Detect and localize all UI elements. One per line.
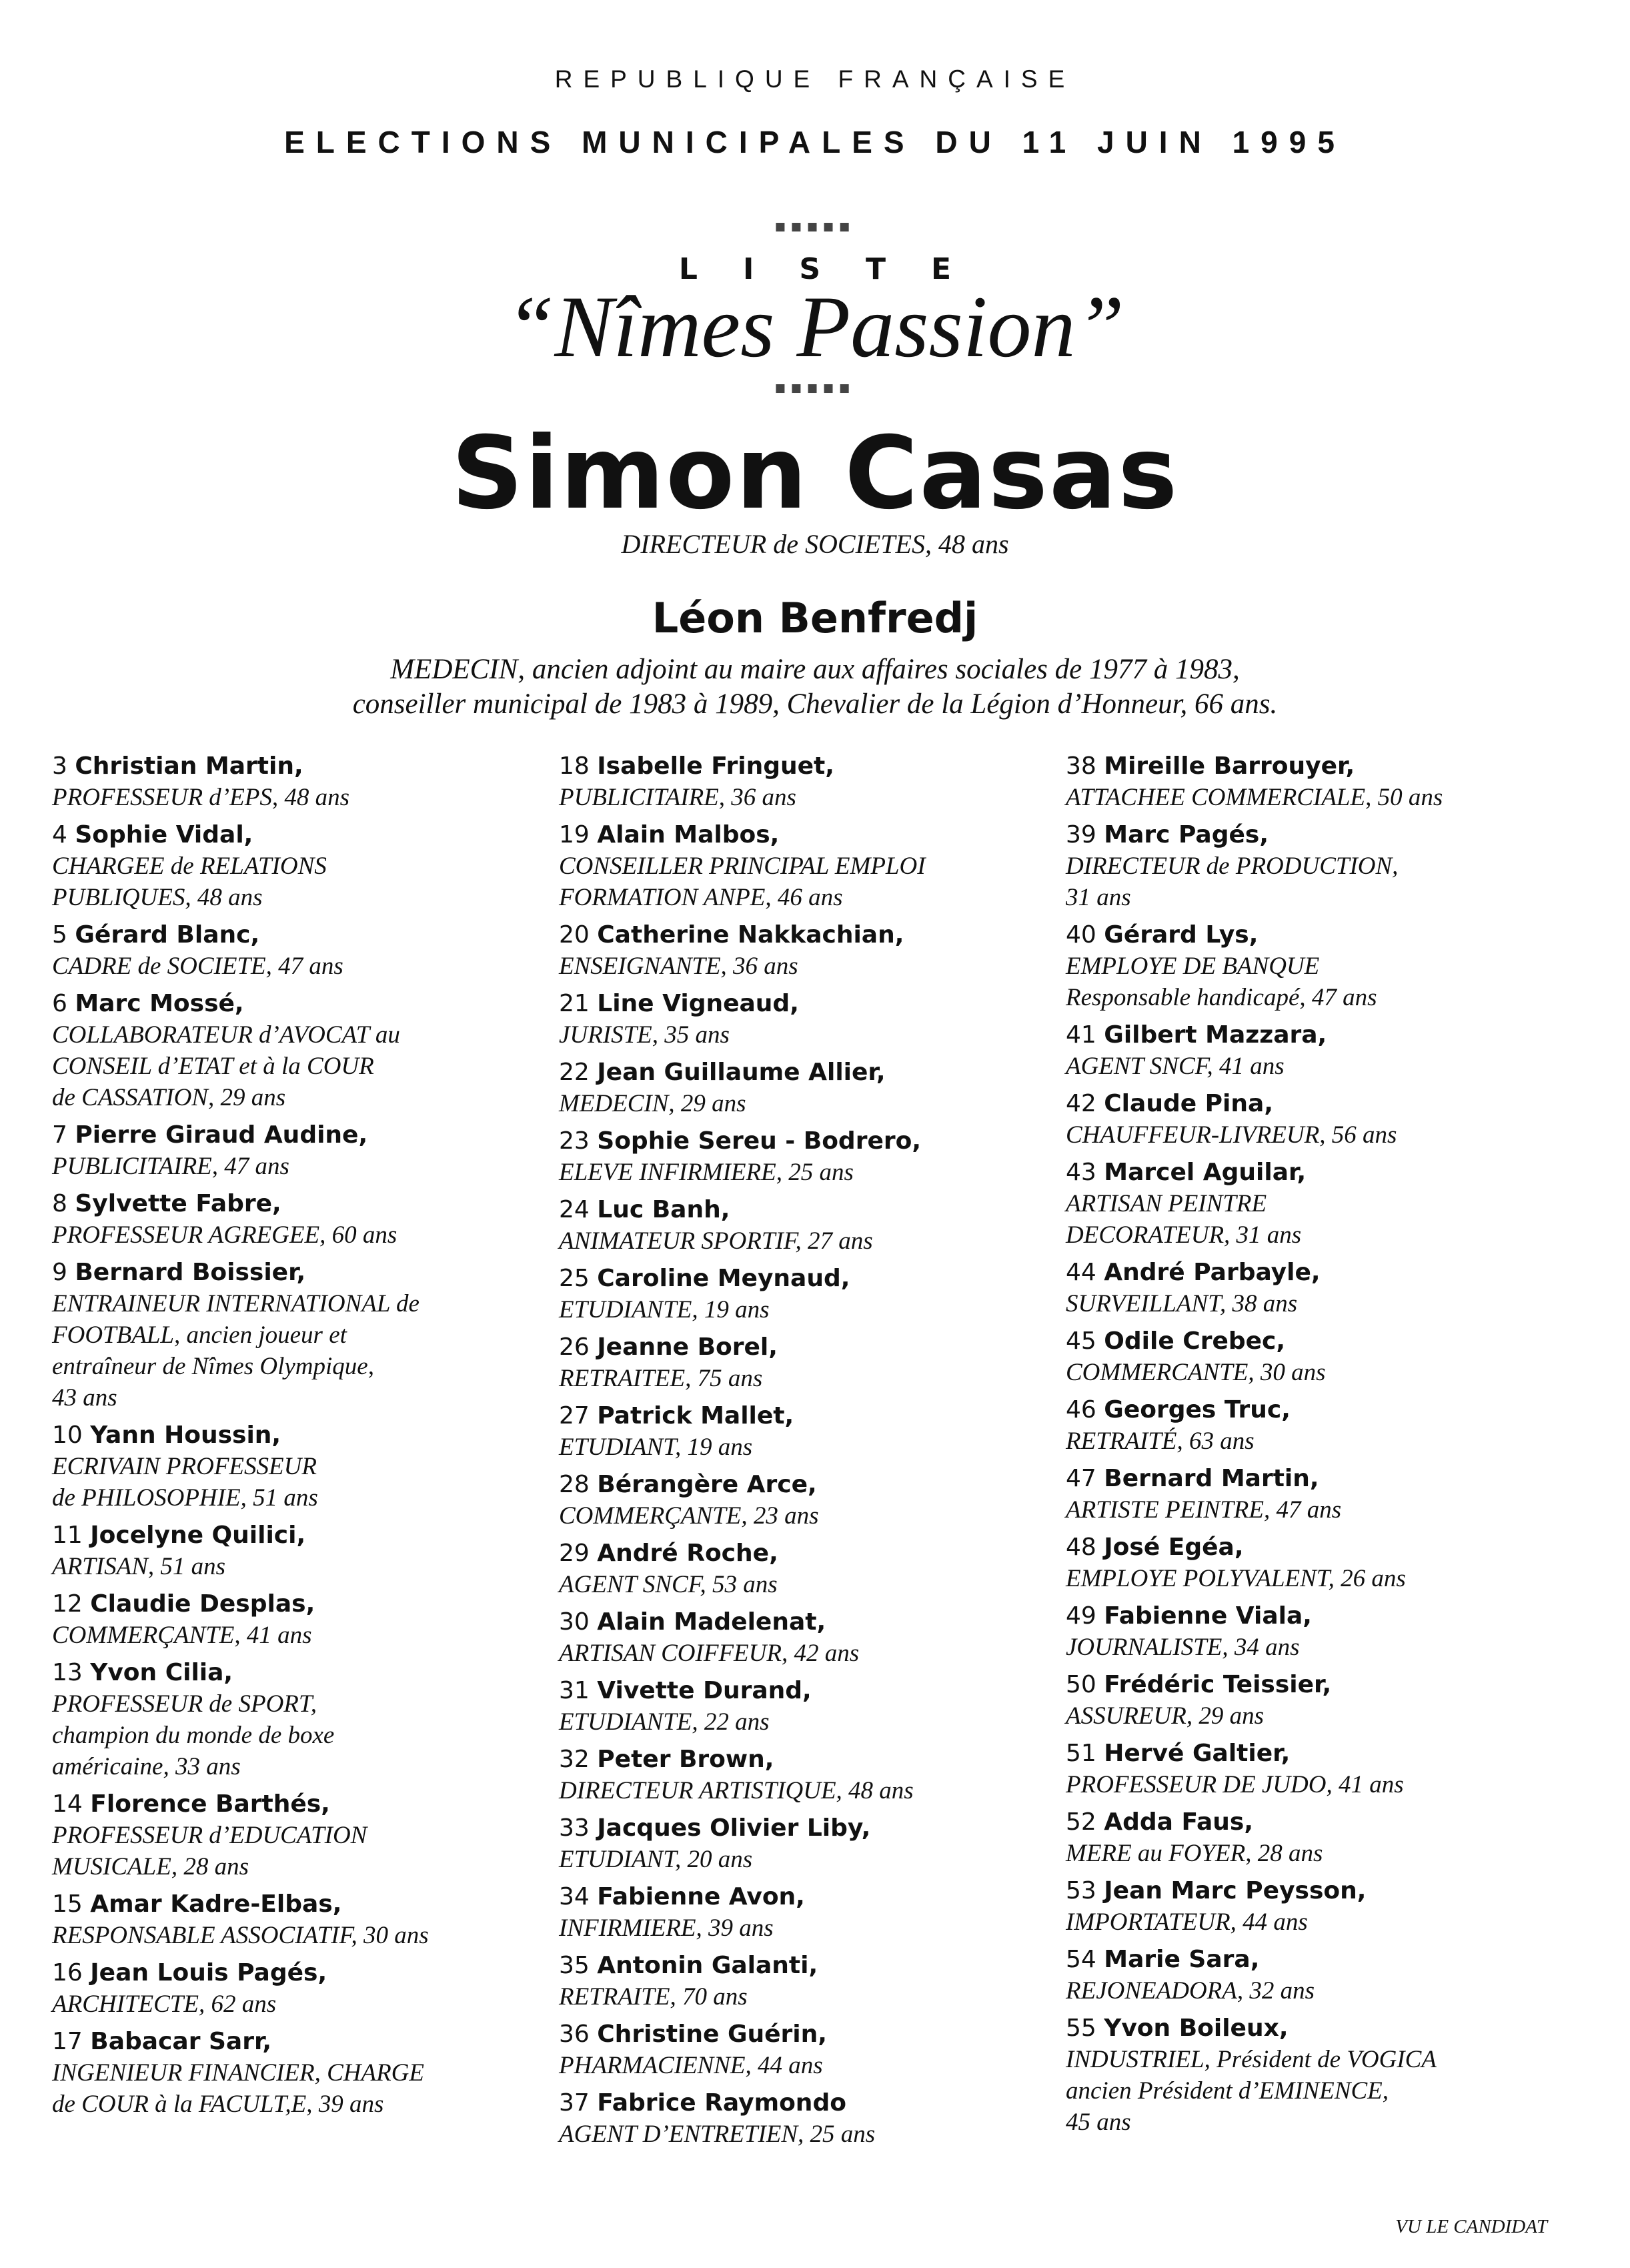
- candidate-heading: [52, 1257, 559, 1288]
- candidate-entry: [1066, 1325, 1573, 1388]
- candidate-number: 16: [52, 1959, 83, 1987]
- candidate-name: Pierre Giraud Audine,: [75, 1121, 368, 1149]
- candidate-heading: [52, 919, 559, 951]
- candidate-heading: [1066, 750, 1573, 782]
- candidate-number: 19: [559, 821, 590, 848]
- candidate-heading: [1066, 819, 1573, 851]
- candidate-description: COMMERÇANTE, 23 ans: [559, 1502, 819, 1530]
- candidate-heading: [1066, 1157, 1573, 1188]
- candidate-heading: [1066, 1738, 1573, 1769]
- candidate-name: Adda Faus,: [1104, 1808, 1253, 1836]
- candidate-number: 14: [52, 1790, 83, 1818]
- candidate-heading: [1066, 1944, 1573, 1975]
- candidate-description: ARCHITECTE, 62 ans: [52, 1991, 277, 2018]
- candidate-heading: [559, 1469, 1066, 1500]
- candidate-entry: [559, 919, 1066, 982]
- candidate-description: AGENT SNCF, 53 ans: [559, 1571, 778, 1598]
- candidate-entry: [1066, 750, 1573, 813]
- candidate-heading: [1066, 1325, 1573, 1357]
- candidate-entry: [52, 1888, 559, 1951]
- candidate-description: PROFESSEUR d’EDUCATION MUSICALE, 28 ans: [52, 1822, 367, 1880]
- candidate-number: 51: [1066, 1740, 1096, 1767]
- candidate-description: ETUDIANTE, 22 ans: [559, 1708, 770, 1736]
- candidate-number: 29: [559, 1540, 590, 1567]
- candidate-number: 23: [559, 1127, 590, 1155]
- candidate-name: Marc Pagés,: [1104, 821, 1269, 848]
- candidate-number: 54: [1066, 1946, 1096, 1973]
- candidate-heading: [52, 1588, 559, 1620]
- candidate-heading: [52, 1420, 559, 1451]
- candidate-description: COLLABORATEUR d’AVOCAT au CONSEIL d’ETAT et à la COUR de CASSATION, 29 ans: [52, 1021, 400, 1111]
- candidate-description: PHARMACIENNE, 44 ans: [559, 2052, 823, 2079]
- candidate-description: PROFESSEUR AGREGEE, 60 ans: [52, 1221, 397, 1249]
- candidate-number: 44: [1066, 1259, 1096, 1286]
- candidate-entry: [559, 1057, 1066, 1119]
- candidate-entry: [559, 1331, 1066, 1394]
- candidate-entry: [559, 1469, 1066, 1532]
- candidate-description: CHARGEE de RELATIONS PUBLIQUES, 48 ans: [52, 853, 327, 911]
- candidate-heading: [52, 2026, 559, 2057]
- header-republique: REPUBLIQUE FRANÇAISE: [554, 65, 1076, 93]
- candidate-name: Fabienne Viala,: [1104, 1602, 1312, 1630]
- candidate-number: 26: [559, 1333, 590, 1361]
- candidate-heading: [1066, 1875, 1573, 1906]
- candidate-name: Fabienne Avon,: [597, 1883, 805, 1910]
- candidate-heading: [559, 1744, 1066, 1775]
- candidate-entry: [559, 1125, 1066, 1188]
- candidate-entry: [1066, 1257, 1573, 1319]
- candidate-name: Christian Martin,: [75, 752, 303, 780]
- candidate-entry: [559, 1812, 1066, 1875]
- second-candidate-description: [0, 652, 1630, 722]
- candidate-heading: [559, 2087, 1066, 2119]
- candidate-name: Claude Pina,: [1104, 1090, 1273, 1117]
- candidate-name: Yvon Cilia,: [90, 1659, 233, 1686]
- candidate-number: 41: [1066, 1021, 1096, 1049]
- candidate-entry: [559, 2019, 1066, 2081]
- candidate-entry: [52, 1520, 559, 1582]
- candidate-name: Marcel Aguilar,: [1104, 1159, 1307, 1186]
- candidate-description: INFIRMIERE, 39 ans: [559, 1914, 774, 1942]
- candidate-number: 38: [1066, 752, 1096, 780]
- candidate-heading: [1066, 1257, 1573, 1288]
- candidate-name: Jean Guillaume Allier,: [597, 1059, 886, 1086]
- candidate-entry: [1066, 1875, 1573, 1938]
- candidate-heading: [1066, 2013, 1573, 2044]
- candidate-name: Caroline Meynaud,: [597, 1265, 850, 1292]
- candidate-entry: [52, 988, 559, 1113]
- candidate-entry: [52, 919, 559, 982]
- candidate-number: 21: [559, 990, 590, 1017]
- candidate-description: RETRAITEE, 75 ans: [559, 1365, 763, 1392]
- candidate-description: ETUDIANTE, 19 ans: [559, 1296, 770, 1323]
- candidate-name: Jocelyne Quilici,: [90, 1522, 306, 1549]
- candidate-name: Florence Barthés,: [90, 1790, 330, 1818]
- candidate-name: Odile Crebec,: [1104, 1327, 1286, 1355]
- candidate-number: 17: [52, 2028, 83, 2055]
- candidate-number: 47: [1066, 1465, 1096, 1492]
- candidate-heading: [52, 1957, 559, 1989]
- candidate-heading: [52, 750, 559, 782]
- candidate-heading: [1066, 1019, 1573, 1051]
- candidate-number: 33: [559, 1814, 590, 1842]
- second-description-line2: conseiller municipal de 1983 à 1989, Chevalier de la Légion d’Honneur, 66 ans.: [352, 688, 1278, 720]
- candidate-entry: [559, 1744, 1066, 1806]
- candidate-heading: [559, 1950, 1066, 1981]
- candidate-entry: [559, 988, 1066, 1051]
- candidate-entry: [52, 1188, 559, 1251]
- candidate-description: IMPORTATEUR, 44 ans: [1066, 1908, 1308, 1936]
- candidate-heading: [52, 988, 559, 1019]
- candidate-heading: [52, 1520, 559, 1551]
- candidate-name: Yann Houssin,: [90, 1422, 281, 1449]
- candidate-heading: [559, 1125, 1066, 1157]
- candidate-heading: [559, 1057, 1066, 1088]
- candidate-entry: [52, 1420, 559, 1514]
- candidate-description: JOURNALISTE, 34 ans: [1066, 1634, 1300, 1661]
- candidate-name: Bernard Martin,: [1104, 1465, 1319, 1492]
- candidate-number: 10: [52, 1422, 83, 1449]
- candidate-description: ARTISAN PEINTRE DECORATEUR, 31 ans: [1066, 1190, 1302, 1249]
- candidate-number: 48: [1066, 1534, 1096, 1561]
- candidate-name: Sophie Sereu - Bodrero,: [597, 1127, 922, 1155]
- candidate-number: 15: [52, 1890, 83, 1918]
- candidate-heading: [1066, 1463, 1573, 1494]
- candidate-name: André Parbayle,: [1104, 1259, 1321, 1286]
- candidate-column-2: [559, 750, 1066, 2156]
- candidate-entry: [52, 750, 559, 813]
- candidate-name: Luc Banh,: [597, 1196, 730, 1223]
- candidate-name: José Egéa,: [1104, 1534, 1244, 1561]
- candidate-description: COMMERCANTE, 30 ans: [1066, 1359, 1326, 1386]
- candidate-entry: [559, 1263, 1066, 1325]
- candidate-description: ETUDIANT, 20 ans: [559, 1846, 753, 1873]
- candidate-name: Babacar Sarr,: [90, 2028, 272, 2055]
- candidate-heading: [1066, 1394, 1573, 1426]
- candidate-name: Bernard Boissier,: [75, 1259, 306, 1286]
- candidate-number: 55: [1066, 2015, 1096, 2042]
- candidate-entry: [1066, 919, 1573, 1013]
- candidate-description: INGENIEUR FINANCIER, CHARGE de COUR à la FACULT,E, 39 ans: [52, 2059, 424, 2118]
- candidate-description: ASSUREUR, 29 ans: [1066, 1702, 1264, 1730]
- candidate-name: Jeanne Borel,: [597, 1333, 778, 1361]
- candidate-name: Peter Brown,: [597, 1746, 774, 1773]
- candidate-description: AGENT SNCF, 41 ans: [1066, 1053, 1285, 1080]
- candidate-description: CHAUFFEUR-LIVREUR, 56 ans: [1066, 1121, 1397, 1149]
- candidate-entry: [52, 2026, 559, 2120]
- candidate-number: 42: [1066, 1090, 1096, 1117]
- candidate-description: COMMERÇANTE, 41 ans: [52, 1622, 312, 1649]
- candidate-number: 35: [559, 1952, 590, 1979]
- candidate-name: André Roche,: [597, 1540, 778, 1567]
- candidate-entry: [1066, 1600, 1573, 1663]
- candidate-number: 31: [559, 1677, 590, 1704]
- candidate-description: ARTISAN COIFFEUR, 42 ans: [559, 1640, 860, 1667]
- candidate-number: 40: [1066, 921, 1096, 949]
- candidate-number: 6: [52, 990, 67, 1017]
- candidate-column-3: [1066, 750, 1573, 2144]
- candidate-description: PROFESSEUR d’EPS, 48 ans: [52, 784, 349, 811]
- candidate-number: 36: [559, 2021, 590, 2048]
- candidate-heading: [559, 1400, 1066, 1432]
- candidate-heading: [52, 1188, 559, 1219]
- candidate-number: 4: [52, 821, 67, 848]
- candidate-entry: [52, 1788, 559, 1882]
- candidate-heading: [1066, 1532, 1573, 1563]
- candidate-name: Marie Sara,: [1104, 1946, 1260, 1973]
- candidate-number: 8: [52, 1190, 67, 1217]
- candidate-heading: [1066, 1088, 1573, 1119]
- second-description-line1: MEDECIN, ancien adjoint au maire aux affaires sociales de 1977 à 1983,: [390, 654, 1240, 685]
- candidate-name: Fabrice Raymondo: [597, 2089, 846, 2117]
- candidate-name: Isabelle Fringuet,: [597, 752, 834, 780]
- candidate-entry: [1066, 1738, 1573, 1800]
- candidate-number: 12: [52, 1590, 83, 1618]
- candidate-number: 34: [559, 1883, 590, 1910]
- candidate-entry: [52, 1957, 559, 2020]
- candidate-entry: [1066, 1019, 1573, 1082]
- head-candidate-name: Simon Casas: [451, 416, 1179, 532]
- candidate-entry: [559, 2087, 1066, 2150]
- candidate-name: Frédéric Teissier,: [1104, 1671, 1332, 1698]
- candidate-number: 3: [52, 752, 67, 780]
- candidate-description: ELEVE INFIRMIERE, 25 ans: [559, 1159, 854, 1186]
- candidate-description: DIRECTEUR de PRODUCTION, 31 ans: [1066, 853, 1399, 911]
- decorative-dots-top: ■■■■■: [774, 220, 856, 233]
- candidate-number: 27: [559, 1402, 590, 1430]
- candidate-name: Mireille Barrouyer,: [1104, 752, 1355, 780]
- candidate-entry: [1066, 1944, 1573, 2007]
- candidate-name: Yvon Boileux,: [1104, 2015, 1289, 2042]
- candidate-name: Jean Marc Peysson,: [1104, 1877, 1367, 1904]
- candidate-description: JURISTE, 35 ans: [559, 1021, 730, 1049]
- candidate-description: PROFESSEUR DE JUDO, 41 ans: [1066, 1771, 1404, 1798]
- candidate-heading: [559, 750, 1066, 782]
- candidate-number: 49: [1066, 1602, 1096, 1630]
- candidate-entry: [52, 819, 559, 913]
- candidate-name: Jacques Olivier Liby,: [597, 1814, 871, 1842]
- candidate-number: 13: [52, 1659, 83, 1686]
- candidate-name: Amar Kadre-Elbas,: [90, 1890, 342, 1918]
- candidate-entry: [559, 1675, 1066, 1738]
- candidate-name: Jean Louis Pagés,: [90, 1959, 327, 1987]
- candidate-number: 28: [559, 1471, 590, 1498]
- head-candidate-description: DIRECTEUR de SOCIETES, 48 ans: [621, 529, 1009, 559]
- candidate-description: INDUSTRIEL, Président de VOGICA ancien Président d’EMINENCE, 45 ans: [1066, 2046, 1437, 2136]
- candidate-entry: [52, 1119, 559, 1182]
- candidate-description: EMPLOYE POLYVALENT, 26 ans: [1066, 1565, 1406, 1592]
- candidate-entry: [559, 1950, 1066, 2013]
- candidate-number: 25: [559, 1265, 590, 1292]
- candidate-heading: [559, 1675, 1066, 1706]
- candidate-description: ENSEIGNANTE, 36 ans: [559, 953, 798, 980]
- candidate-name: Hervé Galtier,: [1104, 1740, 1291, 1767]
- candidate-description: EMPLOYE DE BANQUE Responsable handicapé, 47 ans: [1066, 953, 1377, 1011]
- candidate-name: Patrick Mallet,: [597, 1402, 794, 1430]
- candidate-description: CADRE de SOCIETE, 47 ans: [52, 953, 343, 980]
- candidate-number: 7: [52, 1121, 67, 1149]
- candidate-number: 39: [1066, 821, 1096, 848]
- candidate-entry: [559, 1400, 1066, 1463]
- candidate-description: ECRIVAIN PROFESSEUR de PHILOSOPHIE, 51 ans: [52, 1453, 318, 1512]
- candidate-description: REJONEADORA, 32 ans: [1066, 1977, 1315, 2005]
- footer-vu-le-candidat: VU LE CANDIDAT: [1395, 2216, 1547, 2237]
- candidate-name: Alain Malbos,: [597, 821, 780, 848]
- candidate-description: RETRAITÉ, 63 ans: [1066, 1428, 1255, 1455]
- candidate-description: ETUDIANT, 19 ans: [559, 1434, 753, 1461]
- candidate-entry: [52, 1257, 559, 1413]
- candidate-heading: [559, 2019, 1066, 2050]
- candidate-number: 20: [559, 921, 590, 949]
- candidate-description: ENTRAINEUR INTERNATIONAL de FOOTBALL, ancien joueur et entraîneur de Nîmes Olympique, 43 ans: [52, 1290, 420, 1411]
- candidate-name: Claudie Desplas,: [90, 1590, 315, 1618]
- list-label: LISTE: [678, 252, 997, 286]
- candidate-heading: [559, 1263, 1066, 1294]
- candidate-column-1: [52, 750, 559, 2126]
- candidate-description: RESPONSABLE ASSOCIATIF, 30 ans: [52, 1922, 429, 1949]
- candidate-heading: [1066, 1600, 1573, 1632]
- candidate-description: AGENT D’ENTRETIEN, 25 ans: [559, 2121, 876, 2148]
- candidate-entry: [559, 1194, 1066, 1257]
- candidate-entry: [559, 819, 1066, 913]
- candidate-description: PUBLICITAIRE, 47 ans: [52, 1153, 289, 1180]
- candidate-description: MEDECIN, 29 ans: [559, 1090, 746, 1117]
- candidate-entry: [52, 1588, 559, 1651]
- candidate-description: CONSEILLER PRINCIPAL EMPLOI FORMATION ANPE, 46 ans: [559, 853, 926, 911]
- candidate-entry: [1066, 1532, 1573, 1594]
- candidate-number: 52: [1066, 1808, 1096, 1836]
- candidate-entry: [52, 1657, 559, 1782]
- candidate-name: Sophie Vidal,: [75, 821, 253, 848]
- candidate-entry: [559, 1538, 1066, 1600]
- candidate-number: 32: [559, 1746, 590, 1773]
- candidate-name: Sylvette Fabre,: [75, 1190, 281, 1217]
- candidate-number: 37: [559, 2089, 590, 2117]
- candidate-name: Marc Mossé,: [75, 990, 244, 1017]
- candidate-description: ANIMATEUR SPORTIF, 27 ans: [559, 1227, 873, 1255]
- candidate-number: 24: [559, 1196, 590, 1223]
- candidate-description: ATTACHEE COMMERCIALE, 50 ans: [1066, 784, 1443, 811]
- candidate-description: MERE au FOYER, 28 ans: [1066, 1840, 1323, 1867]
- candidate-number: 50: [1066, 1671, 1096, 1698]
- candidate-description: ARTISTE PEINTRE, 47 ans: [1066, 1496, 1342, 1524]
- candidate-number: 18: [559, 752, 590, 780]
- candidate-name: Gérard Lys,: [1104, 921, 1259, 949]
- candidate-name: Line Vigneaud,: [597, 990, 799, 1017]
- candidate-heading: [52, 1119, 559, 1151]
- candidate-entry: [559, 1606, 1066, 1669]
- candidate-name: Alain Madelenat,: [597, 1608, 826, 1636]
- candidate-entry: [1066, 1669, 1573, 1732]
- candidate-description: PROFESSEUR de SPORT, champion du monde de boxe américaine, 33 ans: [52, 1690, 335, 1780]
- candidate-name: Bérangère Arce,: [597, 1471, 817, 1498]
- candidate-heading: [559, 919, 1066, 951]
- candidate-entry: [1066, 2013, 1573, 2138]
- candidate-entry: [1066, 1463, 1573, 1526]
- candidate-heading: [559, 1606, 1066, 1638]
- candidate-heading: [559, 1331, 1066, 1363]
- candidate-heading: [52, 819, 559, 851]
- candidate-name: Antonin Galanti,: [597, 1952, 818, 1979]
- candidate-heading: [1066, 919, 1573, 951]
- candidate-entry: [1066, 1394, 1573, 1457]
- candidate-heading: [559, 988, 1066, 1019]
- candidate-heading: [559, 1881, 1066, 1912]
- candidate-heading: [52, 1657, 559, 1688]
- candidate-description: RETRAITE, 70 ans: [559, 1983, 748, 2011]
- candidate-number: 9: [52, 1259, 67, 1286]
- candidate-heading: [1066, 1669, 1573, 1700]
- candidate-number: 30: [559, 1608, 590, 1636]
- candidate-entry: [1066, 1088, 1573, 1151]
- candidate-entry: [559, 750, 1066, 813]
- candidate-heading: [559, 819, 1066, 851]
- candidate-entry: [1066, 1157, 1573, 1251]
- candidate-description: ARTISAN, 51 ans: [52, 1553, 226, 1580]
- candidate-description: SURVEILLANT, 38 ans: [1066, 1290, 1298, 1317]
- candidate-heading: [52, 1788, 559, 1820]
- candidate-number: 53: [1066, 1877, 1096, 1904]
- candidate-number: 22: [559, 1059, 590, 1086]
- candidate-name: Georges Truc,: [1104, 1396, 1291, 1424]
- candidate-heading: [559, 1538, 1066, 1569]
- candidate-name: Gérard Blanc,: [75, 921, 260, 949]
- candidate-name: Vivette Durand,: [597, 1677, 812, 1704]
- decorative-dots-bottom: ■■■■■: [774, 382, 856, 395]
- list-title: “Nîmes Passion”: [506, 277, 1124, 376]
- candidate-description: PUBLICITAIRE, 36 ans: [559, 784, 796, 811]
- candidate-heading: [559, 1812, 1066, 1844]
- candidate-entry: [559, 1881, 1066, 1944]
- candidate-heading: [52, 1888, 559, 1920]
- candidate-number: 46: [1066, 1396, 1096, 1424]
- candidate-entry: [1066, 819, 1573, 913]
- candidate-number: 43: [1066, 1159, 1096, 1186]
- candidate-name: Christine Guérin,: [597, 2021, 827, 2048]
- candidate-name: Catherine Nakkachian,: [597, 921, 904, 949]
- candidate-name: Gilbert Mazzara,: [1104, 1021, 1327, 1049]
- candidate-number: 11: [52, 1522, 83, 1549]
- candidate-heading: [559, 1194, 1066, 1225]
- candidate-number: 5: [52, 921, 67, 949]
- header-elections: ELECTIONS MUNICIPALES DU 11 JUIN 1995: [284, 125, 1346, 159]
- second-candidate-name: Léon Benfredj: [652, 594, 978, 642]
- candidate-number: 45: [1066, 1327, 1096, 1355]
- candidate-heading: [1066, 1806, 1573, 1838]
- candidate-description: DIRECTEUR ARTISTIQUE, 48 ans: [559, 1777, 914, 1804]
- candidate-entry: [1066, 1806, 1573, 1869]
